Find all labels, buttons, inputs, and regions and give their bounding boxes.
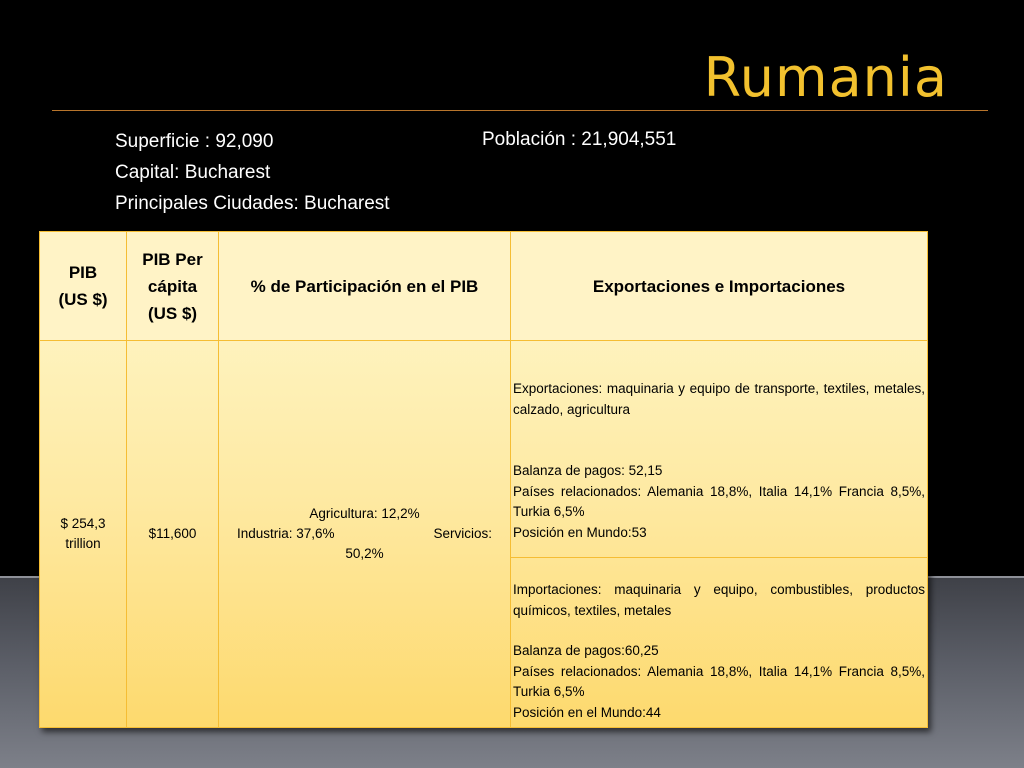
slide-title: Rumania [703,46,948,109]
exportaciones-productos: Exportaciones: maquinaria y equipo de transporte, textiles, metales, calzado, agricultura [513,381,925,417]
header-pib-per-capita [127,232,219,341]
industria-value: Industria: 37,6% [237,526,335,541]
exportaciones-balanza: Balanza de pagos: 52,15 [513,463,663,478]
poblacion-text: Población : 21,904,551 [482,129,677,150]
importaciones-posicion: Posición en el Mundo:44 [513,704,661,720]
capital-text: Capital: Bucharest [115,162,271,183]
exportaciones-paises: Países relacionados: Alemania 18,8%, Italia 14,1% Francia 8,5%, Turkia 6,5% [513,483,925,519]
importaciones-balanza: Balanza de pagos:60,25 [513,643,659,658]
spacer [513,420,925,461]
cell-exportaciones [511,341,928,558]
header-pib [40,232,127,341]
spacer [513,621,925,641]
importaciones-productos: Importaciones: maquinaria y equipo, combustibles, productos químicos, textiles, metales [513,582,925,618]
header-exportaciones: Exportaciones e Importaciones [511,232,928,341]
table-header-row [40,232,928,341]
cell-participacion [219,341,511,728]
country-info-left [115,126,390,219]
percapita-value: $11,600 [148,526,197,541]
table-row-exportaciones [40,341,928,558]
header-pib-line1: PIB [68,263,98,282]
cell-pib [40,341,127,728]
exportaciones-posicion: Posición en Mundo:53 [513,524,647,540]
ciudades-text: Principales Ciudades: Bucharest [115,193,390,214]
pib-value: $ 254,3 [60,516,106,531]
servicios-label: Servicios: [433,526,492,541]
title-underline [52,110,988,111]
cell-importaciones [511,558,928,728]
importaciones-paises: Países relacionados: Alemania 18,8%, Italia 14,1% Francia 8,5%, Turkia 6,5% [513,663,925,699]
servicios-value: 50,2% [345,546,384,561]
header-percapita-line3: (US $) [147,303,198,323]
economy-table [39,231,928,728]
industria-servicios-row [219,524,510,544]
header-participacion: % de Participación en el PIB [219,232,511,341]
superficie-text: Superficie : 92,090 [115,131,274,152]
header-percapita-line1: PIB Per [142,249,203,269]
header-percapita-line2: cápita [147,276,198,296]
cell-pib-per-capita [127,341,219,728]
header-pib-line2: (US $) [58,290,108,309]
country-info-right [482,124,676,155]
agricultura-value: Agricultura: 12,2% [309,506,420,521]
pib-unit: trillion [65,536,101,551]
